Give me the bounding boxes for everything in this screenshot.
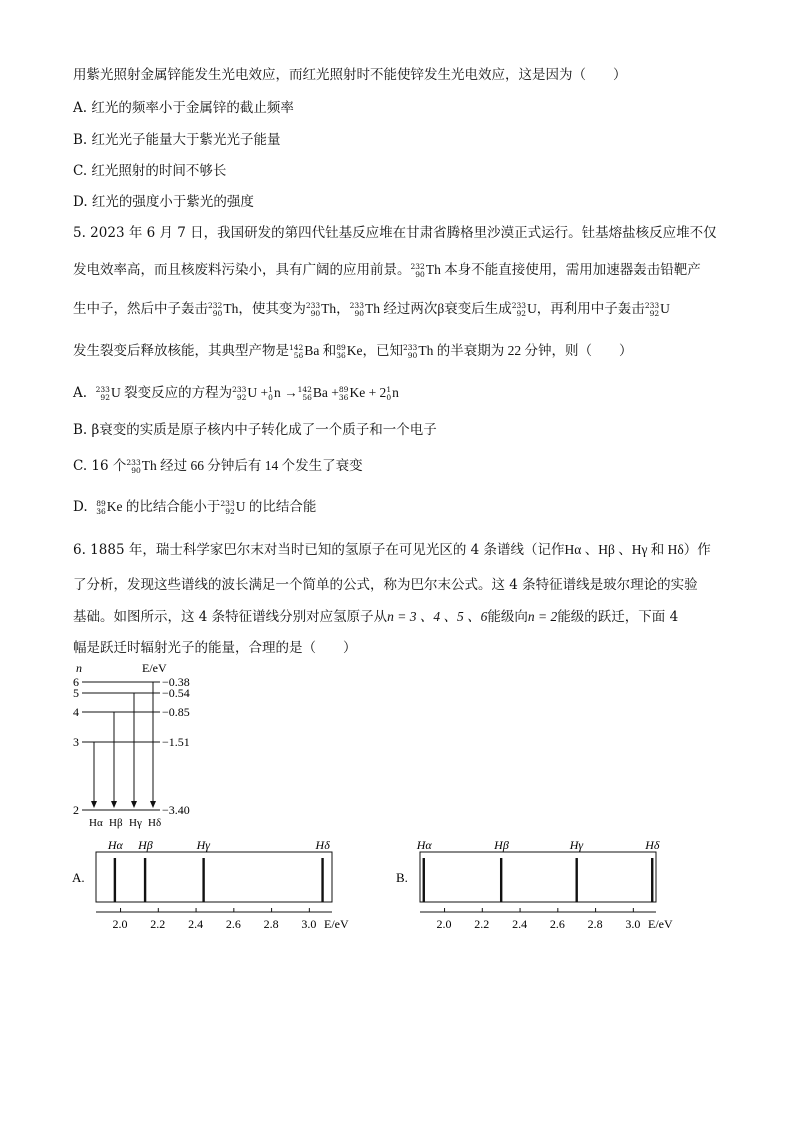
- q6-n-eq2: n = 2: [527, 609, 558, 624]
- q4-option-a: A. 红光的频率小于金属锌的截止频率: [73, 100, 294, 116]
- q5-line4-d: Th 的半衰期为 22 分钟，则（ ）: [418, 343, 633, 358]
- spectral-line-label: Hβ: [138, 838, 153, 852]
- q5-line4: [73, 341, 632, 361]
- spectral-line-label: Hγ: [569, 838, 584, 852]
- nuclide-n1: 1 0: [386, 385, 392, 402]
- q6-line3-b: 能级向: [487, 609, 528, 625]
- n-axis-label: n: [76, 661, 82, 675]
- q6-line2: 了分析，发现这些谱线的波长满足一个简单的公式，称为巴尔末公式。这 4 条特征谱线是玻尔理论的实验: [73, 577, 698, 593]
- nuclide-th233: 233 90: [403, 343, 418, 360]
- axis-tick-label: 2.0: [436, 917, 452, 931]
- spectrum-frame: [96, 852, 332, 902]
- axis-tick-label: 2.2: [474, 917, 490, 931]
- nuclide-u233: 233 92: [511, 301, 527, 318]
- q6-line1: 6. 1885 年，瑞士科学家巴尔末对当时已知的氢原子在可见光区的 4 条谱线（记作Hα 、Hβ 、Hγ 和 Hδ）作: [73, 542, 711, 558]
- q4-option-c: C. 红光照射的时间不够长: [73, 163, 227, 179]
- nuclide-th232: 232 90: [410, 262, 425, 279]
- axis-tick-label: 3.0: [625, 917, 641, 931]
- level-n-label: 3: [73, 735, 79, 749]
- axis-tick-label: 2.0: [112, 917, 128, 931]
- level-energy-label: −1.51: [162, 735, 190, 749]
- q6-n-eq: n = 3 、4 、5 、6: [387, 609, 488, 624]
- arrow-head: [111, 801, 117, 808]
- nuclide-u233: 233 92: [220, 499, 235, 516]
- q4-option-d: D. 红光的强度小于紫光的强度: [73, 194, 254, 210]
- q5-line3-c: Th，: [321, 301, 350, 316]
- level-energy-label: −0.85: [162, 705, 190, 719]
- q5-opt-d-c: U 的比结合能: [235, 499, 317, 514]
- nuclide-u233: 233 92: [232, 385, 247, 402]
- spectral-line-label: Hα: [107, 838, 123, 852]
- spectrum-option-label: B.: [396, 870, 408, 885]
- axis-tick-label: 2.6: [225, 917, 241, 931]
- transition-label: Hδ: [148, 817, 162, 829]
- level-energy-label: −0.54: [162, 686, 190, 700]
- q6-h-list: Hα 、Hβ 、Hγ 和 Hδ: [564, 542, 684, 557]
- q5-line2-rest: Th 本身不能直接使用，需用加速器轰击铅靶产: [425, 262, 701, 277]
- q4-option-b: B. 红光光子能量大于紫光光子能量: [73, 132, 281, 148]
- q5-line3-d: Th 经过两次β衰变后生成: [364, 301, 512, 316]
- axis-tick-label: 2.6: [549, 917, 565, 931]
- q5-line4-b: Ba 和: [304, 343, 337, 358]
- axis-unit-label: E/eV: [648, 917, 673, 931]
- axis-tick-label: 2.4: [512, 917, 528, 931]
- level-energy-label: −3.40: [162, 803, 190, 817]
- axis-unit-label: E/eV: [324, 917, 349, 931]
- axis-tick-label: 2.8: [263, 917, 279, 931]
- axis-tick-label: 3.0: [301, 917, 317, 931]
- q5-opt-a-d: n →: [273, 385, 298, 400]
- q6-line1-b: 作: [697, 542, 711, 558]
- q5-line3: [73, 299, 670, 319]
- q5-line2: [73, 260, 701, 280]
- spectrum-frame: [420, 852, 656, 902]
- spectral-line-label: Hδ: [645, 838, 660, 852]
- level-n-label: 6: [73, 675, 79, 689]
- spectral-line-label: Hα: [416, 838, 432, 852]
- q5-opt-c-b: Th 经过 66 分钟后有 14 个发生了衰变: [141, 458, 363, 473]
- q5-opt-c-a: C. 16 个: [73, 458, 127, 474]
- nuclide-u233: 233 92: [644, 301, 660, 318]
- transition-label: Hβ: [109, 817, 123, 829]
- energy-level-diagram: [68, 660, 248, 835]
- spectrum-option-a: [68, 832, 368, 932]
- spectral-line-label: Hβ: [494, 838, 509, 852]
- e-axis-label: E/eV: [142, 661, 167, 675]
- q5-line3-f: U: [660, 301, 670, 316]
- q5-line4-c: Ke，已知: [346, 343, 403, 358]
- level-n-label: 2: [73, 803, 79, 817]
- q5-opt-a-f: Ke + 2: [349, 385, 387, 400]
- q5-opt-a-e: Ba +: [312, 385, 339, 400]
- q5-opt-a-c: U +: [247, 385, 269, 400]
- nuclide-ba142: 142 56: [297, 385, 312, 402]
- nuclide-ke89: 89 36: [96, 499, 106, 516]
- q5-option-c: [73, 456, 363, 476]
- nuclide-th232: 232 90: [208, 301, 223, 318]
- nuclide-th233: 233 90: [349, 301, 364, 318]
- transition-label: Hα: [89, 817, 103, 829]
- q5-option-b: B. β衰变的实质是原子核内中子转化成了一个质子和一个电子: [73, 422, 437, 438]
- q5-opt-d-a: D.: [73, 499, 88, 515]
- nuclide-ke89: 89 36: [336, 343, 346, 360]
- q6-line3-c: 能级的跃迁，下面 4: [557, 609, 679, 625]
- spectrum-option-b: [392, 832, 692, 932]
- q5-line3-b: Th，使其变为: [223, 301, 306, 316]
- q6-line3-a: 基础。如图所示，这 4 条特征谱线分别对应氢原子从: [73, 609, 388, 625]
- nuclide-th233: 233 90: [126, 458, 141, 475]
- q5-line4-a: 发生裂变后释放核能，其典型产物是: [73, 343, 289, 359]
- q5-opt-a-label: A.: [73, 385, 88, 401]
- q5-line1: 5. 2023 年 6 月 7 日，我国研发的第四代钍基反应堆在甘肃省腾格里沙漠正式运行。钍基熔盐核反应堆不仅: [73, 225, 717, 241]
- spectrum-option-label: A.: [72, 870, 85, 885]
- arrow-head: [150, 801, 156, 808]
- q5-option-d: [73, 497, 316, 517]
- nuclide-th233: 233 90: [305, 301, 321, 318]
- spectral-line-label: Hδ: [315, 838, 330, 852]
- axis-tick-label: 2.4: [188, 917, 204, 931]
- q5-opt-d-b: Ke 的比结合能小于: [106, 499, 221, 514]
- level-n-label: 4: [73, 705, 79, 719]
- level-n-label: 5: [73, 686, 79, 700]
- q6-line3: [73, 607, 678, 627]
- nuclide-n1: 1 0: [268, 385, 273, 402]
- arrow-head: [91, 801, 97, 808]
- transition-label: Hγ: [129, 817, 142, 829]
- nuclide-u233: 233 92: [95, 385, 110, 402]
- q5-opt-a-g: n: [392, 385, 399, 400]
- q6-line1-a: 6. 1885 年，瑞士科学家巴尔末对当时已知的氢原子在可见光区的 4 条谱线（记作: [73, 542, 565, 558]
- nuclide-ba142: 142 56: [289, 343, 304, 360]
- q5-opt-a-b: U 裂变反应的方程为: [110, 385, 233, 400]
- q5-option-a: [73, 383, 399, 403]
- axis-tick-label: 2.8: [587, 917, 603, 931]
- q5-line3-e: U，再利用中子轰击: [527, 301, 645, 316]
- level-energy-label: −0.38: [162, 675, 190, 689]
- q5-line2-text: 发电效率高，而且核废料污染小，具有广阔的应用前景。: [73, 262, 411, 278]
- q4-stem: 用紫光照射金属锌能发生光电效应，而红光照射时不能使锌发生光电效应，这是因为（ ）: [73, 67, 627, 83]
- nuclide-ke89: 89 36: [338, 385, 349, 402]
- q5-line3-a: 生中子，然后中子轰击: [73, 301, 208, 317]
- arrow-head: [131, 801, 137, 808]
- axis-tick-label: 2.2: [150, 917, 166, 931]
- spectral-line-label: Hγ: [196, 838, 211, 852]
- q6-line4: 幅是跃迁时辐射光子的能量，合理的是（ ）: [73, 640, 357, 656]
